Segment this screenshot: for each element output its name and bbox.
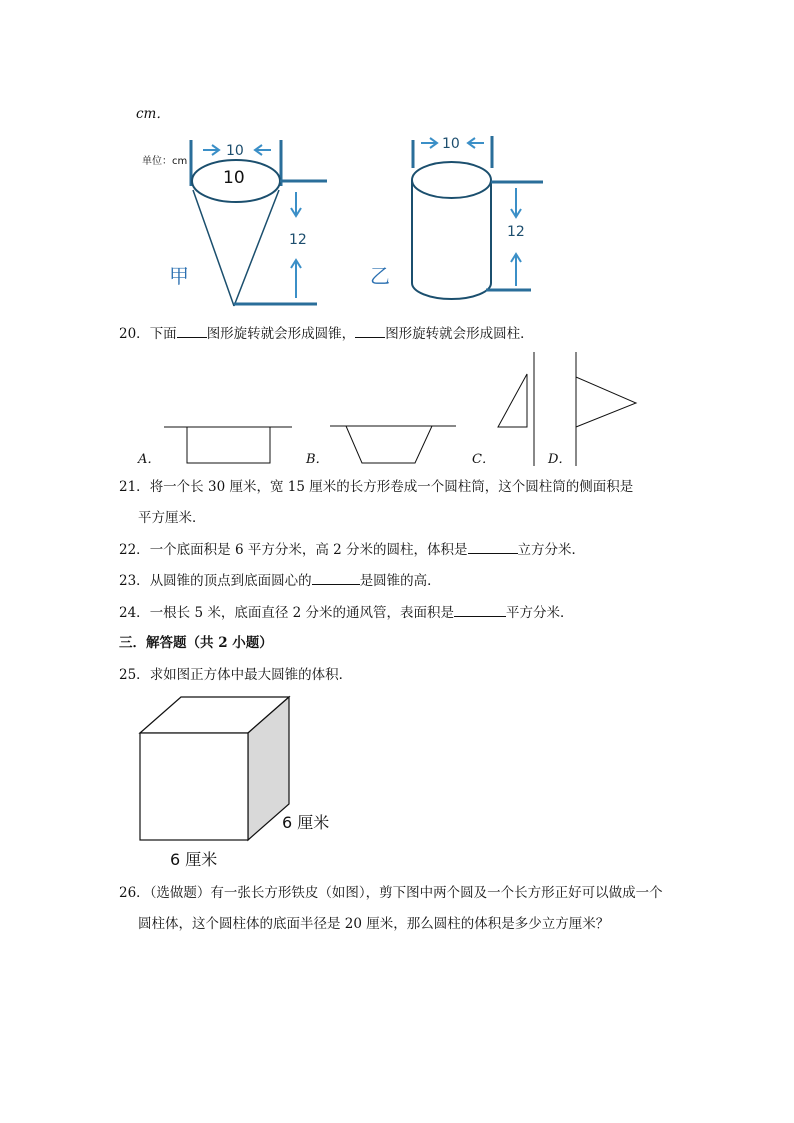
cone-cylinder-figure (130, 128, 560, 314)
option-a: A． (138, 452, 161, 467)
option-c: C． (472, 452, 495, 467)
q22-text-2: 立方分米． (517, 542, 586, 558)
q23-blank[interactable] (312, 570, 360, 585)
question-26 (119, 883, 663, 903)
q24-text-1: 一根长 5 米，底面直径 2 分米的通风管，表面积是 (149, 605, 455, 621)
q21-number: 21． (119, 479, 150, 495)
question-21-cont (138, 508, 206, 528)
q20-blank-2[interactable] (355, 323, 385, 338)
q26-number: 26． (119, 885, 150, 901)
cube-side-label: 6 厘米 (282, 813, 330, 832)
q21-text-1: 将一个长 30 厘米，宽 15 厘米的长方形卷成一个圆柱筒，这个圆柱筒的侧面积是 (149, 479, 634, 495)
label-yi: 乙 (370, 264, 390, 288)
q24-blank[interactable] (454, 602, 506, 617)
q20-text-3: 图形旋转就会形成圆柱． (385, 326, 534, 342)
cylinder-height-dim: 12 (507, 224, 525, 240)
rotation-shapes-figure (130, 350, 650, 470)
cone-top-dim: 10 (226, 143, 244, 159)
q23-text-2: 是圆锥的高． (359, 573, 441, 589)
q20-text-2: 图形旋转就会形成圆锥， (206, 326, 356, 342)
q21-text-2: 平方厘米． (138, 510, 206, 526)
q24-number: 24． (119, 605, 150, 621)
question-24 (119, 602, 574, 623)
q26-text-2: 圆柱体，这个圆柱体的底面半径是 20 厘米，那么圆柱的体积是多少立方厘米？ (138, 916, 610, 932)
q23-text-1: 从圆锥的顶点到底面圆心的 (149, 573, 312, 589)
q25-number: 25． (119, 667, 150, 683)
option-d: D． (548, 452, 572, 467)
label-jia: 甲 (169, 264, 189, 288)
cone-inner-dim: 10 (223, 168, 245, 188)
section-3-title: 三．解答题（共 2 小题） (119, 635, 273, 651)
q22-blank[interactable] (468, 539, 518, 554)
cylinder-top-dim: 10 (442, 136, 460, 152)
q20-text-1: 下面 (149, 326, 177, 342)
question-25 (119, 665, 352, 685)
question-22 (119, 539, 585, 560)
cone-height-dim: 12 (289, 232, 307, 248)
cube-figure (130, 692, 360, 877)
question-20 (119, 323, 534, 344)
cone-jia (169, 140, 327, 306)
q22-number: 22． (119, 542, 150, 558)
question-26-cont (138, 914, 609, 934)
question-23 (119, 570, 441, 591)
q22-text-1: 一个底面积是 6 平方分米，高 2 分米的圆柱，体积是 (149, 542, 468, 558)
cube-bottom-label: 6 厘米 (170, 850, 218, 869)
unit-label: 单位：cm (142, 156, 188, 167)
unit-cm-text: cm． (136, 106, 170, 122)
cylinder-yi (370, 136, 543, 299)
option-b: B． (306, 452, 329, 467)
q26-text-1: （选做题）有一张长方形铁皮（如图），剪下图中两个圆及一个长方形正好可以做成一个 (149, 885, 663, 901)
question-21 (119, 477, 633, 497)
q25-text: 求如图正方体中最大圆锥的体积． (149, 667, 353, 683)
q24-text-2: 平方分米． (506, 605, 574, 621)
q20-number: 20． (119, 326, 150, 342)
q20-blank-1[interactable] (177, 323, 207, 338)
q23-number: 23． (119, 573, 150, 589)
